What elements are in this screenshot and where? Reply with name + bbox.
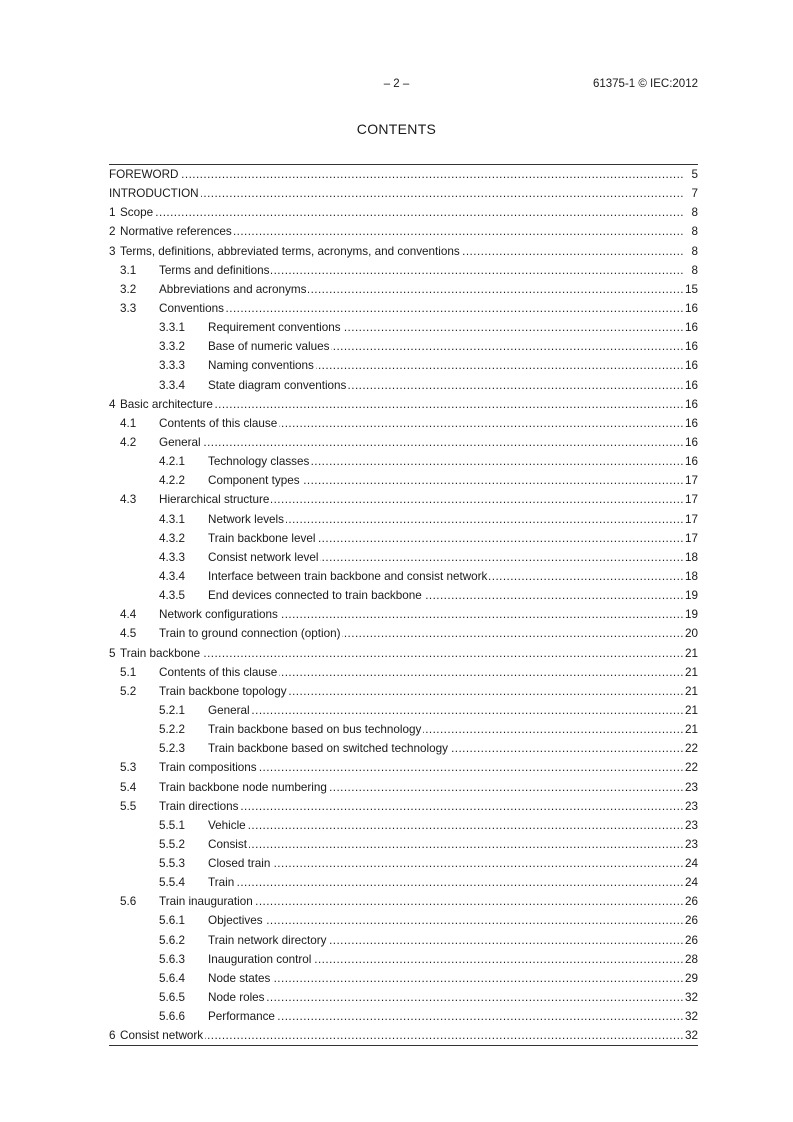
toc-leader-dots <box>208 701 684 720</box>
toc-entry[interactable] <box>109 720 698 739</box>
toc-entry[interactable] <box>109 778 698 797</box>
toc-leader-dots <box>159 433 684 452</box>
toc-entry[interactable] <box>109 490 698 509</box>
toc-entry-title: Consist network <box>120 1026 205 1045</box>
toc-entry-number: 3.3.1 <box>159 321 185 335</box>
toc-entry-title: Normative references <box>120 222 234 241</box>
toc-entry-number: 4.3.5 <box>159 589 185 603</box>
toc-entry-number: 4.5 <box>120 627 137 641</box>
toc-entry-page: 21 <box>684 720 698 739</box>
toc-entry[interactable] <box>109 548 698 567</box>
toc-entry[interactable] <box>109 797 698 816</box>
toc-leader-dots <box>109 165 684 184</box>
toc-entry-page: 22 <box>684 739 698 758</box>
toc-entry-number: 4.2 <box>120 435 137 449</box>
toc-entry-title: Technology classes <box>208 452 311 471</box>
toc-entry-number: 5.6.5 <box>159 991 185 1005</box>
toc-leader-dots <box>208 873 684 892</box>
toc-entry-page: 19 <box>684 586 698 605</box>
toc-entry-number: 4.3.3 <box>159 550 185 564</box>
toc-entry-number: 1 <box>109 206 116 220</box>
toc-leader-dots <box>208 969 684 988</box>
toc-entry-page: 24 <box>684 873 698 892</box>
toc-entry-number: 3.3 <box>120 301 137 315</box>
toc-entry[interactable] <box>109 471 698 490</box>
toc-entry-page: 16 <box>684 356 698 375</box>
toc-entry[interactable] <box>109 414 698 433</box>
toc-entry[interactable] <box>109 242 698 261</box>
toc-entry-number: 3.3.3 <box>159 359 185 373</box>
toc-entry-number: 4.3 <box>120 493 137 507</box>
toc-entry-number: 4.2.2 <box>159 474 185 488</box>
toc-entry-title: Train backbone node numbering <box>159 778 329 797</box>
document-reference: 61375-1 © IEC:2012 <box>592 78 698 90</box>
toc-entry-number: 5.5.3 <box>159 857 185 871</box>
toc-entry[interactable] <box>109 931 698 950</box>
toc-entry-title: General <box>208 701 252 720</box>
toc-entry-title: Performance <box>208 1007 277 1026</box>
toc-entry-number: 5.2 <box>120 684 137 698</box>
toc-entry[interactable] <box>109 356 698 375</box>
toc-entry-title: Train backbone <box>120 644 202 663</box>
toc-entry-page: 26 <box>684 931 698 950</box>
toc-entry-title: Component types <box>208 471 302 490</box>
toc-entry-title: Contents of this clause <box>159 663 279 682</box>
toc-entry-page: 16 <box>684 452 698 471</box>
toc-entry-page: 17 <box>684 490 698 509</box>
toc-entry-page: 32 <box>684 1007 698 1026</box>
toc-entry-page: 21 <box>684 701 698 720</box>
toc-entry[interactable] <box>109 816 698 835</box>
toc-entry[interactable] <box>109 835 698 854</box>
toc-entry-page: 16 <box>684 395 698 414</box>
toc-entry-number: 3.3.4 <box>159 378 185 392</box>
toc-entry-title: Requirement conventions <box>208 318 343 337</box>
toc-entry-page: 8 <box>690 242 698 261</box>
toc-entry[interactable] <box>109 280 698 299</box>
toc-entry[interactable] <box>109 988 698 1007</box>
toc-entry-number: 5.4 <box>120 780 137 794</box>
page-number: – 2 – <box>383 78 410 90</box>
toc-entry[interactable] <box>109 184 698 203</box>
toc-leader-dots <box>120 644 684 663</box>
toc-entry-title: Train to ground connection (option) <box>159 624 342 643</box>
toc-entry[interactable] <box>109 663 698 682</box>
toc-entry-title: Train compositions <box>159 758 259 777</box>
toc-entry-title: Terms, definitions, abbreviated terms, acronyms, and conventions <box>120 242 462 261</box>
toc-entry-number: 4.3.1 <box>159 512 185 526</box>
toc-entry-title: Scope <box>120 203 155 222</box>
toc-entry-title: Abbreviations and acronyms <box>159 280 308 299</box>
toc-entry-title: Train network directory <box>208 931 328 950</box>
toc-entry-title: Closed train <box>208 854 272 873</box>
toc-entry-page: 15 <box>684 280 698 299</box>
toc-entry-page: 21 <box>684 644 698 663</box>
toc-entry-page: 7 <box>690 184 698 203</box>
toc-leader-dots <box>159 299 684 318</box>
toc-entry-title: INTRODUCTION <box>109 184 201 203</box>
table-of-contents <box>109 164 698 1046</box>
toc-entry-page: 32 <box>684 988 698 1007</box>
toc-entry-title: Conventions <box>159 299 226 318</box>
toc-entry-title: Interface between train backbone and consist network <box>208 567 489 586</box>
toc-entry-number: 5.6.1 <box>159 914 185 928</box>
toc-entry-page: 32 <box>684 1026 698 1045</box>
toc-entry-title: FOREWORD <box>109 165 180 184</box>
toc-leader-dots <box>208 854 684 873</box>
toc-entry-title: Hierarchical structure <box>159 490 271 509</box>
toc-entry[interactable] <box>109 395 698 414</box>
toc-entry-page: 17 <box>684 529 698 548</box>
toc-entry-title: Naming conventions <box>208 356 316 375</box>
toc-entry[interactable] <box>109 203 698 222</box>
toc-entry[interactable] <box>109 376 698 395</box>
toc-entry-number: 5.5.4 <box>159 876 185 890</box>
toc-entry-title: Vehicle <box>208 816 248 835</box>
toc-entry-number: 5.2.3 <box>159 742 185 756</box>
toc-entry[interactable] <box>109 950 698 969</box>
toc-entry-title: Train backbone topology <box>159 682 289 701</box>
toc-entry[interactable] <box>109 739 698 758</box>
toc-entry-number: 5.3 <box>120 761 137 775</box>
toc-entry[interactable] <box>109 969 698 988</box>
toc-entry-page: 8 <box>690 222 698 241</box>
toc-entry-number: 5.6.4 <box>159 971 185 985</box>
toc-entry[interactable] <box>109 1026 698 1045</box>
toc-entry[interactable] <box>109 318 698 337</box>
toc-entry-page: 24 <box>684 854 698 873</box>
toc-entry[interactable] <box>109 299 698 318</box>
toc-entry[interactable] <box>109 164 698 184</box>
toc-entry[interactable] <box>109 567 698 586</box>
toc-entry-title: Train backbone level <box>208 529 317 548</box>
toc-title: CONTENTS <box>356 121 437 137</box>
toc-entry[interactable] <box>109 452 698 471</box>
toc-entry[interactable] <box>109 624 698 643</box>
toc-entry-page: 19 <box>684 605 698 624</box>
toc-entry-number: 5.6 <box>120 895 137 909</box>
toc-entry-page: 23 <box>684 835 698 854</box>
toc-entry[interactable] <box>109 529 698 548</box>
toc-entry-title: Train directions <box>159 797 240 816</box>
toc-entry-title: End devices connected to train backbone <box>208 586 424 605</box>
toc-entry[interactable] <box>109 873 698 892</box>
toc-entry-number: 3.1 <box>120 263 137 277</box>
toc-entry-page: 17 <box>684 510 698 529</box>
toc-entry-title: General <box>159 433 203 452</box>
toc-entry-number: 4.3.4 <box>159 569 185 583</box>
toc-entry-title: Consist network level <box>208 548 320 567</box>
toc-entry-number: 3 <box>109 244 116 258</box>
toc-entry-page: 16 <box>684 318 698 337</box>
toc-entry-page: 16 <box>684 337 698 356</box>
toc-entry-page: 21 <box>684 682 698 701</box>
toc-leader-dots <box>208 988 684 1007</box>
toc-entry-number: 5 <box>109 646 116 660</box>
toc-entry-number: 4.4 <box>120 608 137 622</box>
toc-entry-number: 5.5.2 <box>159 837 185 851</box>
toc-entry-number: 5.5.1 <box>159 818 185 832</box>
toc-entry-title: Train backbone based on switched technology <box>208 739 450 758</box>
toc-entry-number: 5.1 <box>120 665 137 679</box>
toc-entry-title: Contents of this clause <box>159 414 279 433</box>
toc-entry-number: 5.2.2 <box>159 723 185 737</box>
toc-entry-number: 3.3.2 <box>159 340 185 354</box>
toc-entry[interactable] <box>109 758 698 777</box>
toc-entry-page: 8 <box>690 261 698 280</box>
toc-entry-number: 5.5 <box>120 799 137 813</box>
toc-leader-dots <box>208 816 684 835</box>
toc-entry-page: 17 <box>684 471 698 490</box>
toc-entry-number: 4.2.1 <box>159 455 185 469</box>
toc-entry[interactable] <box>109 510 698 529</box>
toc-entry[interactable] <box>109 222 698 241</box>
toc-entry-title: Base of numeric values <box>208 337 331 356</box>
toc-entry-page: 22 <box>684 758 698 777</box>
toc-entry-title: Objectives <box>208 911 265 930</box>
toc-entry[interactable] <box>109 1007 698 1026</box>
toc-entry-page: 20 <box>684 624 698 643</box>
toc-entry-title: Node roles <box>208 988 267 1007</box>
toc-entry[interactable] <box>109 261 698 280</box>
toc-entry-number: 6 <box>109 1029 116 1043</box>
toc-entry[interactable] <box>109 586 698 605</box>
toc-entry[interactable] <box>109 433 698 452</box>
toc-entry[interactable] <box>109 682 698 701</box>
toc-leader-dots <box>208 835 684 854</box>
toc-entry[interactable] <box>109 911 698 930</box>
toc-entry-page: 16 <box>684 433 698 452</box>
toc-entry-page: 18 <box>684 567 698 586</box>
toc-entry-number: 2 <box>109 225 116 239</box>
toc-entry-page: 23 <box>684 816 698 835</box>
toc-entry-number: 4.1 <box>120 416 137 430</box>
toc-entry-page: 16 <box>684 376 698 395</box>
toc-entry-number: 5.6.6 <box>159 1010 185 1024</box>
toc-entry-page: 21 <box>684 663 698 682</box>
toc-entry-title: Network configurations <box>159 605 280 624</box>
toc-entry-number: 5.2.1 <box>159 703 185 717</box>
toc-entry-page: 29 <box>684 969 698 988</box>
toc-entry[interactable] <box>109 854 698 873</box>
toc-entry-title: Basic architecture <box>120 395 215 414</box>
toc-leader-dots <box>120 203 684 222</box>
toc-entry[interactable] <box>109 337 698 356</box>
toc-entry-number: 4.3.2 <box>159 531 185 545</box>
toc-entry-page: 28 <box>684 950 698 969</box>
toc-entry[interactable] <box>109 701 698 720</box>
toc-leader-dots <box>208 1007 684 1026</box>
toc-entry-title: Inauguration control <box>208 950 313 969</box>
toc-entry-number: 3.2 <box>120 282 137 296</box>
toc-entry-page: 26 <box>684 911 698 930</box>
toc-entry[interactable] <box>109 892 698 911</box>
toc-entry-title: Node states <box>208 969 272 988</box>
toc-entry-title: Train backbone based on bus technology <box>208 720 423 739</box>
toc-entry-page: 26 <box>684 892 698 911</box>
toc-entry-number: 4 <box>109 397 116 411</box>
toc-entry-page: 23 <box>684 778 698 797</box>
toc-entry-number: 5.6.2 <box>159 933 185 947</box>
toc-entry-title: Train <box>208 873 236 892</box>
toc-entry-page: 18 <box>684 548 698 567</box>
toc-entry-title: State diagram conventions <box>208 376 348 395</box>
toc-entry-title: Consist <box>208 835 249 854</box>
toc-entry[interactable] <box>109 644 698 663</box>
toc-entry-title: Network levels <box>208 510 286 529</box>
toc-entry-number: 5.6.3 <box>159 952 185 966</box>
toc-entry-title: Train inauguration <box>159 892 255 911</box>
toc-entry-title: Terms and definitions <box>159 261 271 280</box>
toc-entry-page: 23 <box>684 797 698 816</box>
toc-entry-page: 16 <box>684 414 698 433</box>
toc-leader-dots <box>208 911 684 930</box>
toc-entry-page: 16 <box>684 299 698 318</box>
toc-entry-page: 8 <box>690 203 698 222</box>
toc-entry-page: 5 <box>690 165 698 184</box>
toc-entry[interactable] <box>109 605 698 624</box>
